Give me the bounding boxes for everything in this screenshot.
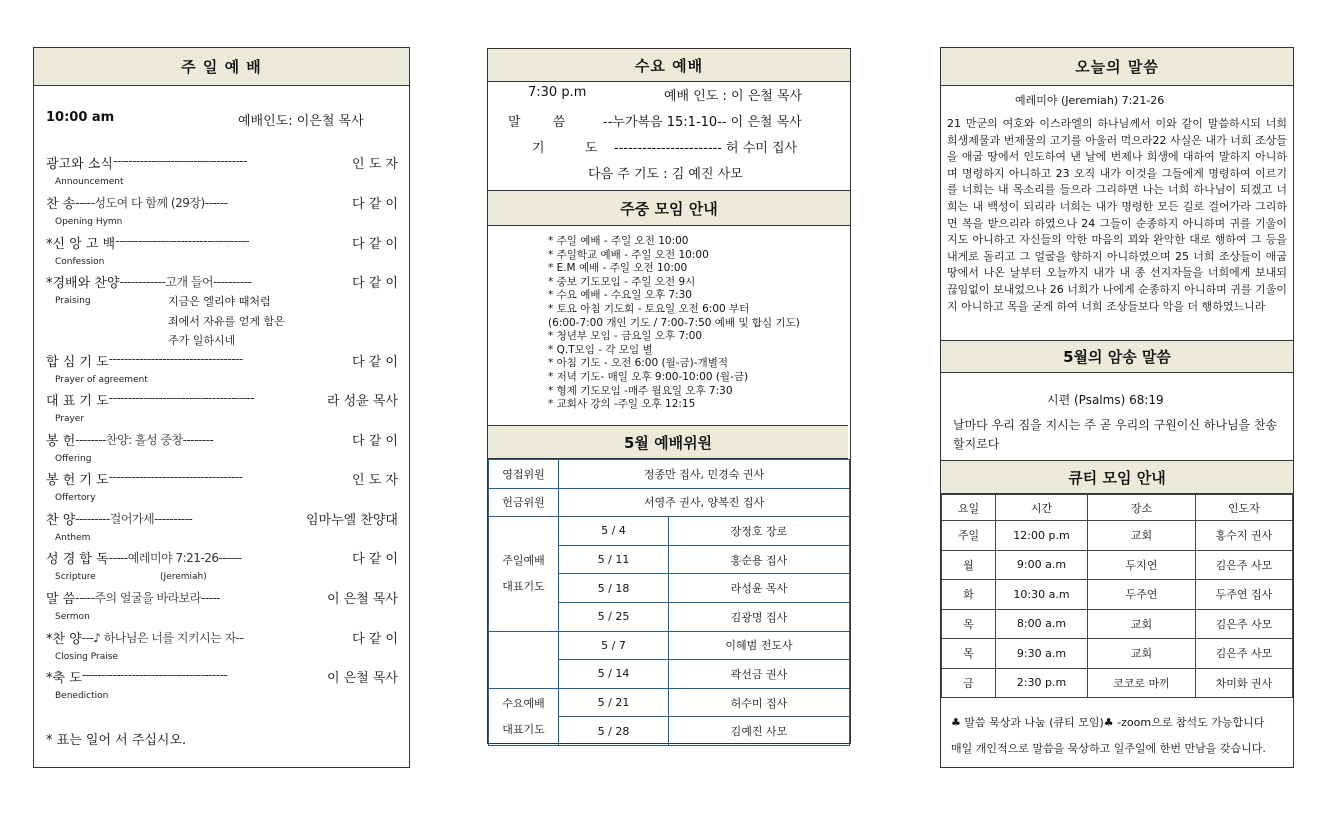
order-item-person: 다 같 이 [352, 237, 398, 252]
order-item-person: 다 같 이 [352, 434, 398, 449]
sunday-service-panel [33, 47, 410, 768]
order-item [46, 390, 398, 409]
order-item-person: 임마누엘 찬양대 [305, 513, 398, 528]
duty-name: 라성윤 목사 [669, 574, 850, 603]
order-item-detail: ----------------------------------- [115, 234, 250, 248]
duty-name: 김광명 집사 [669, 602, 850, 631]
order-item-label: 봉 헌 기 도 [46, 473, 109, 488]
qt-leader: 홍수지 권사 [1196, 521, 1293, 551]
qt-header-place: 장소 [1088, 495, 1196, 521]
order-item-detail: -------------------------------------- [108, 391, 255, 405]
order-item-english: Anthem [55, 533, 91, 543]
order-item-detail: ----------------------------------- [108, 470, 243, 484]
memory-verse-reference: 시편 (Psalms) 68:19 [1047, 393, 1164, 407]
qt-row [942, 521, 1293, 551]
weekly-meeting-item: * 주일학교 예배 - 주일 오전 10:00 [548, 248, 709, 261]
duty-name: 김예진 사모 [669, 717, 850, 746]
weekly-meeting-item: * 아침 기도 - 오전 6:00 (월-금)-개별적 [548, 357, 728, 370]
duty-date: 5 / 7 [559, 631, 669, 660]
qt-title: 큐티 모임 안내 [941, 460, 1293, 494]
order-item-detail: -----예레미야 7:21-26------ [108, 551, 242, 565]
order-item-english: Prayer of agreement [55, 375, 148, 385]
weekly-meeting-item: * 수요 예배 - 수요일 오후 7:30 [548, 289, 692, 302]
duty-date: 5 / 4 [559, 517, 669, 546]
todays-word-text: 21 만군의 여호와 이스라엘의 하나님께서 이와 같이 말씀하시되 너희 희생제물과 번제물의 고기를 아울러 먹으라22 사실은 내가 너희 조상들을 애굽 땅에서 인도하여 낸 날에 번제나 희생에 대하여 말하지 아니하며 명령하지 아니하고 23 오직 내가 이것을 그들에게 명령하여 이르기를 너희는 내 목소리를 들으라 그리하면 나는 너희 하나님이 되겠고 너희는 내 백성이 되리라 너희는 내가 명령한 모든 길로 걸어가라 그리하면 복을 받으리라 하였으나 24 그들이 순종하지 아니하며 귀를 기울이지도 아니하고 자신들의 악한 마음의 꾀와 완악한 대로 행하여 그 등을 내게로 돌리고 그 얼굴을 향하지 아니하였으며 25 너희 조상들이 애굽 땅에서 나온 날부터 오늘까지 내가 내 종 선지자들을 너희에게 보내되 끊임없이 보내었으나 26 너희가 나에게 순종하지 아니하며 귀를 기울이지 아니하고 목을 굳게 하여 너희 조상들보다 악을 더 행하였느니라 [947, 117, 1287, 313]
qt-day: 목 [942, 609, 996, 639]
order-item-person: 이 은철 목사 [326, 671, 398, 686]
qt-table [941, 494, 1293, 698]
weekly-meeting-item: * 중보 기도모임 - 주일 오전 9시 [548, 275, 696, 288]
weekly-meeting-item: * 주일 예배 - 주일 오전 10:00 [548, 235, 689, 247]
weekly-meeting-item: * 교회사 강의 -주일 오후 12:15 [548, 398, 696, 411]
order-item-detail: ----------------------------------- [112, 154, 247, 168]
order-item-label: 찬 송 [46, 197, 76, 212]
order-item-label: 합 심 기 도 [46, 355, 109, 370]
qt-time: 2:30 p.m [996, 668, 1088, 698]
order-item-english: Prayer [55, 414, 85, 424]
duty-name: 장정호 장로 [669, 517, 850, 546]
qt-header-leader: 인도자 [1196, 495, 1293, 521]
order-item [46, 351, 398, 370]
wednesday-time: 7:30 p.m [528, 85, 587, 100]
praise-lyric-line: 지금은 엘리야 때처럼 [168, 295, 271, 308]
weekly-meeting-item: * Q.T모임 - 각 모임 별 [548, 343, 653, 356]
qt-time: 9:30 a.m [996, 639, 1088, 669]
order-item-person: 다 같 이 [352, 355, 398, 370]
duty-date: 5 / 14 [559, 660, 669, 689]
weekly-meeting-item: * 저녁 기도- 매일 오후 9:00-10:00 (월-금) [548, 371, 749, 383]
qt-row [942, 580, 1293, 610]
duty-name: 홍순용 집사 [669, 545, 850, 574]
order-item-person: 라 성윤 목사 [326, 394, 398, 409]
order-item-detail: -----성도여 다 함께 (29장)------ [75, 196, 228, 210]
order-item-english: Benediction [55, 691, 109, 701]
standing-note: * 표는 일어 서 주십시오. [46, 733, 187, 748]
qt-place: 교회 [1088, 609, 1196, 639]
order-item-label: *신 앙 고 백 [46, 237, 116, 252]
order-item-label: 봉 헌 [46, 434, 76, 449]
qt-place: 두주연 [1088, 580, 1196, 610]
order-item-detail: -------------------------------------- [81, 668, 228, 682]
scripture-english: (Jeremiah) [160, 572, 207, 582]
duty-name: 허수미 집사 [669, 688, 850, 717]
qt-row [942, 550, 1293, 580]
qt-header-day: 요일 [942, 495, 996, 521]
duty-date: 5 / 21 [559, 688, 669, 717]
order-item-label: 찬 양 [46, 513, 76, 528]
sunday-prayer-label: 주일예배 대표기도 [489, 517, 559, 631]
qt-note-weekly: 매일 개인적으로 말씀을 묵상하고 일주일에 한번 만남을 갖습니다. [951, 742, 1266, 755]
qt-row [942, 639, 1293, 669]
qt-day: 금 [942, 668, 996, 698]
qt-time: 10:30 a.m [996, 580, 1088, 610]
qt-time: 12:00 p.m [996, 521, 1088, 551]
usher-names: 정종만 집사, 민경숙 권사 [559, 460, 850, 489]
order-item [46, 588, 398, 607]
wednesday-sermon: --누가복음 15:1-10-- 이 은철 목사 [603, 115, 802, 130]
order-item-label: *찬 양 [46, 632, 82, 647]
duty-date: 5 / 18 [559, 574, 669, 603]
qt-time: 9:00 a.m [996, 550, 1088, 580]
wednesday-prayer-label: 수요예배 대표기도 [489, 688, 559, 745]
offering-label: 헌금위원 [489, 488, 559, 517]
next-week-prayer: 다음 주 기도 : 김 예진 사모 [588, 167, 743, 182]
wednesday-service-title: 수요 예배 [488, 49, 850, 82]
qt-place: 코코로 마끼 [1088, 668, 1196, 698]
qt-leader: 김은주 사모 [1196, 639, 1293, 669]
order-item [46, 469, 398, 488]
weekly-meeting-item: * 형제 기도모임 -매주 월요일 오후 7:30 [548, 384, 733, 397]
duty-date: 5 / 25 [559, 602, 669, 631]
order-item-english: Offering [55, 454, 92, 464]
wednesday-prayer: ----------------------- 허 수미 집사 [614, 141, 798, 156]
order-item-english: Confession [55, 257, 105, 267]
order-item [46, 509, 398, 528]
praise-lyric-line: 죄에서 자유를 얻게 함은 [168, 315, 285, 328]
qt-note-zoom: ♣ 말씀 묵상과 나눔 (큐티 모임)♣ -zoom으로 참석도 가능합니다 [951, 716, 1265, 729]
wednesday-leader: 예배 인도 : 이 은철 목사 [664, 89, 803, 104]
qt-header-time: 시간 [996, 495, 1088, 521]
offering-names: 서영주 권사, 양복진 집사 [559, 488, 850, 517]
order-item-label: 성 경 합 독 [46, 552, 109, 567]
wednesday-prayer-label: 기 도 [532, 141, 598, 156]
order-item [46, 272, 398, 291]
order-item-person: 다 같 이 [352, 276, 398, 291]
order-item-person: 인 도 자 [352, 157, 398, 172]
duty-table [488, 459, 850, 746]
todays-word-reference: 예레미야 (Jeremiah) 7:21-26 [1015, 94, 1165, 107]
order-item-english: Scripture [55, 572, 96, 582]
qt-leader: 두주연 집사 [1196, 580, 1293, 610]
weekly-meeting-item: * 청년부 모임 - 금요일 오후 7:00 [548, 330, 703, 343]
order-item [46, 193, 398, 212]
qt-row [942, 609, 1293, 639]
sunday-service-leader: 예배인도: 이은철 목사 [238, 114, 364, 129]
order-item-english: Closing Praise [55, 652, 118, 662]
weekly-meeting-item: * 토요 아침 기도회 - 토요일 오전 6:00 부터 [548, 303, 750, 315]
order-item-english: Offertory [55, 493, 96, 503]
praise-lyric-line: 주가 일하시네 [168, 334, 236, 347]
qt-place: 두지연 [1088, 550, 1196, 580]
order-item-english: Opening Hymn [55, 217, 123, 227]
qt-day: 월 [942, 550, 996, 580]
order-item-person: 인 도 자 [352, 473, 398, 488]
order-item [46, 153, 398, 172]
order-item-english: Announcement [55, 177, 124, 187]
sunday-service-title: 주 일 예 배 [34, 48, 409, 86]
order-item-label: *경배와 찬양 [46, 276, 120, 291]
order-item-person: 다 같 이 [352, 197, 398, 212]
qt-leader: 김은주 사모 [1196, 609, 1293, 639]
duty-title: 5월 예배위원 [488, 425, 848, 459]
qt-day: 목 [942, 639, 996, 669]
qt-place: 교회 [1088, 521, 1196, 551]
order-item-english: Sermon [55, 612, 90, 622]
order-item-detail: ----------------------------------- [108, 352, 243, 366]
order-item [46, 430, 398, 449]
order-item-person: 다 같 이 [352, 632, 398, 647]
qt-day: 화 [942, 580, 996, 610]
word-panel [940, 47, 1294, 768]
order-item [46, 667, 398, 686]
qt-time: 8:00 a.m [996, 609, 1088, 639]
order-item-detail: ---♪ 하나님은 너를 지키시는 자-- [81, 631, 244, 645]
duty-name: 이혜범 전도사 [669, 631, 850, 660]
order-item [46, 548, 398, 567]
order-item-detail: --------찬양: 홀성 중창-------- [75, 433, 214, 447]
usher-label: 영접위원 [489, 460, 559, 489]
weekly-meetings-title: 주중 모임 안내 [488, 190, 850, 226]
order-item-person: 이 은철 목사 [326, 592, 398, 607]
qt-place: 교회 [1088, 639, 1196, 669]
weekly-meeting-item: * E.M 예배 - 주일 오전 10:00 [548, 262, 688, 275]
order-item-label: 광고와 소식 [46, 157, 113, 172]
qt-leader: 김은주 사모 [1196, 550, 1293, 580]
order-item-detail: -----주의 얼굴을 바라보라----- [75, 591, 221, 605]
order-item-label: 대 표 기 도 [46, 394, 109, 409]
duty-date: 5 / 28 [559, 717, 669, 746]
memory-verse-title: 5월의 암송 말씀 [941, 340, 1293, 373]
duty-blank-cell [489, 631, 559, 688]
weekly-meeting-item: (6:00-7:00 개인 기도 / 7:00-7:50 예배 및 합심 기도) [548, 316, 800, 329]
duty-name: 곽선금 권사 [669, 660, 850, 689]
wednesday-panel [487, 48, 851, 744]
order-item-detail: ---------걸어가세---------- [75, 512, 193, 526]
qt-row [942, 668, 1293, 698]
qt-day: 주일 [942, 521, 996, 551]
order-item-detail: ------------고개 들어---------- [119, 275, 252, 289]
wednesday-sermon-label: 말 씀 [508, 115, 566, 130]
memory-verse-text: 날마다 우리 짐을 지시는 주 곧 우리의 구원이신 하나님을 찬송할지로다 [953, 418, 1278, 451]
qt-leader: 차미화 권사 [1196, 668, 1293, 698]
order-item-label: 말 씀 [46, 592, 76, 607]
order-item-person: 다 같 이 [352, 552, 398, 567]
order-item-english: Praising [55, 296, 91, 306]
order-item [46, 233, 398, 252]
todays-word-title: 오늘의 말씀 [941, 48, 1293, 86]
order-item-label: *축 도 [46, 671, 82, 686]
order-item [46, 628, 398, 647]
duty-date: 5 / 11 [559, 545, 669, 574]
sunday-service-time: 10:00 am [46, 110, 115, 125]
